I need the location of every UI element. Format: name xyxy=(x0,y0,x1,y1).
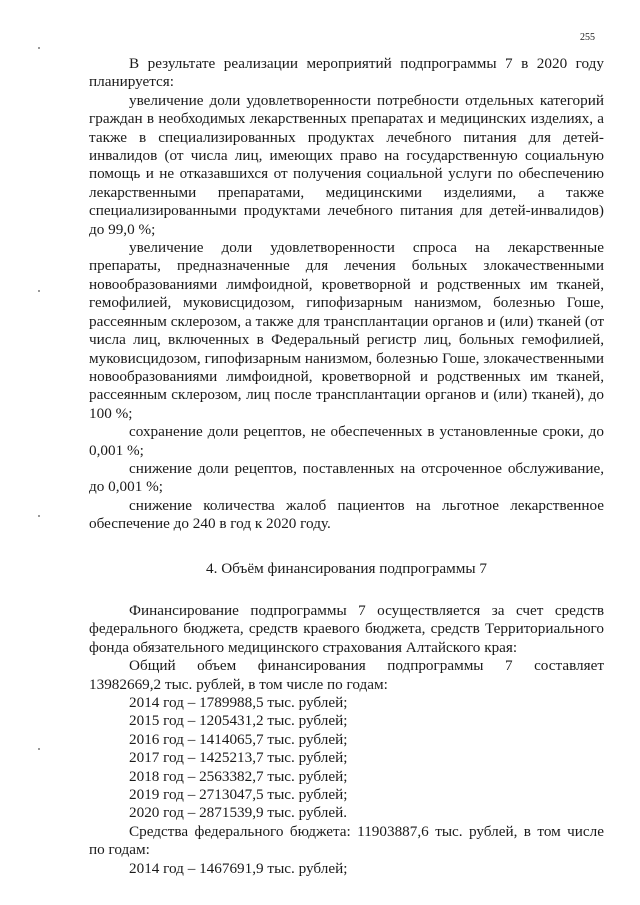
total-financing xyxy=(89,657,604,694)
intro-paragraph: В результате реализации мероприятий подпрограммы 7 в 2020 году планируется: xyxy=(89,55,604,91)
scan-mark xyxy=(38,47,40,49)
page-number: 255 xyxy=(580,32,595,43)
federal-line-2: по годам: xyxy=(89,841,150,859)
year-row: 2020 год – 2871539,9 тыс. рублей. xyxy=(129,804,347,822)
financing-paragraph: Финансирование подпрограммы 7 осуществляется за счет средств федерального бюджета, средств краевого бюджета, средств Территориального фонда обязательного медицинского страхования Алтайского края: xyxy=(89,601,604,656)
goal-item-3: сохранение доли рецептов, не обеспеченных в установленные сроки, до 0,001 %; xyxy=(89,423,604,459)
year-row: 2019 год – 2713047,5 тыс. рублей; xyxy=(129,786,348,804)
goal-item-2: увеличение доли удовлетворенности спроса на лекарственные препараты, предназначенные для лечения больных злокачественными новообразованиями лимфоидной, кроветворной и родственных им тканей, гемофилией, муковисцидозом, гипофизарным нанизмом, болезнью Гоше, рассеянным склерозом, а также для трансплантации органов и (или) тканей (от числа лиц, включенных в Федеральный регистр лиц, больных гемофилией, муковисцидозом, гипофизарным нанизмом, болезнью Гоше, злокачественными новообразованиями лимфоидной, кроветворной и родственных им тканей, рассеянным склерозом, лиц после трансплантации органов и (или) тканей), до 100 %; xyxy=(89,239,604,422)
year-row: 2018 год – 2563382,7 тыс. рублей; xyxy=(129,767,348,785)
total-line-2: 13982669,2 тыс. рублей, в том числе по годам: xyxy=(89,675,388,693)
federal-financing xyxy=(89,823,604,860)
years-list xyxy=(89,694,604,823)
scan-mark xyxy=(38,290,40,292)
document-body xyxy=(89,55,604,878)
federal-years-list xyxy=(89,860,604,878)
scan-mark xyxy=(38,748,40,750)
total-line-1: Общий объем финансирования подпрограммы 7 составляет xyxy=(129,657,604,675)
federal-year-row: 2014 год – 1467691,9 тыс. рублей; xyxy=(129,859,348,877)
goal-item-5: снижение количества жалоб пациентов на льготное лекарственное обеспечение до 240 в год к 2020 году. xyxy=(89,496,604,533)
year-row: 2015 год – 1205431,2 тыс. рублей; xyxy=(129,712,348,730)
scan-mark xyxy=(38,515,40,517)
year-row: 2017 год – 1425213,7 тыс. рублей; xyxy=(129,749,348,767)
goal-item-4: снижение доли рецептов, поставленных на отсроченное обслуживание, до 0,001 %; xyxy=(89,459,604,496)
year-row: 2016 год – 1414065,7 тыс. рублей; xyxy=(129,730,348,748)
federal-line-1: Средства федерального бюджета: 11903887,6 тыс. рублей, в том числе xyxy=(129,822,604,840)
goal-item-1: увеличение доли удовлетворенности потребности отдельных категорий граждан в необходимых лекарственных препаратах и медицинских изделиях, а также в специализированных продуктах лечебного питания для детей-инвалидов (от числа лиц, имеющих право на государственную социальную помощь и не отказавшихся от получения социальной услуги по обеспечению лекарственными препаратами, медицинскими изделиями, а также специализированными продуктами лечебного питания для детей-инвалидов) до 99,0 %; xyxy=(89,91,604,238)
section-heading: 4. Объём финансирования подпрограммы 7 xyxy=(206,559,487,577)
year-row: 2014 год – 1789988,5 тыс. рублей; xyxy=(129,694,348,711)
